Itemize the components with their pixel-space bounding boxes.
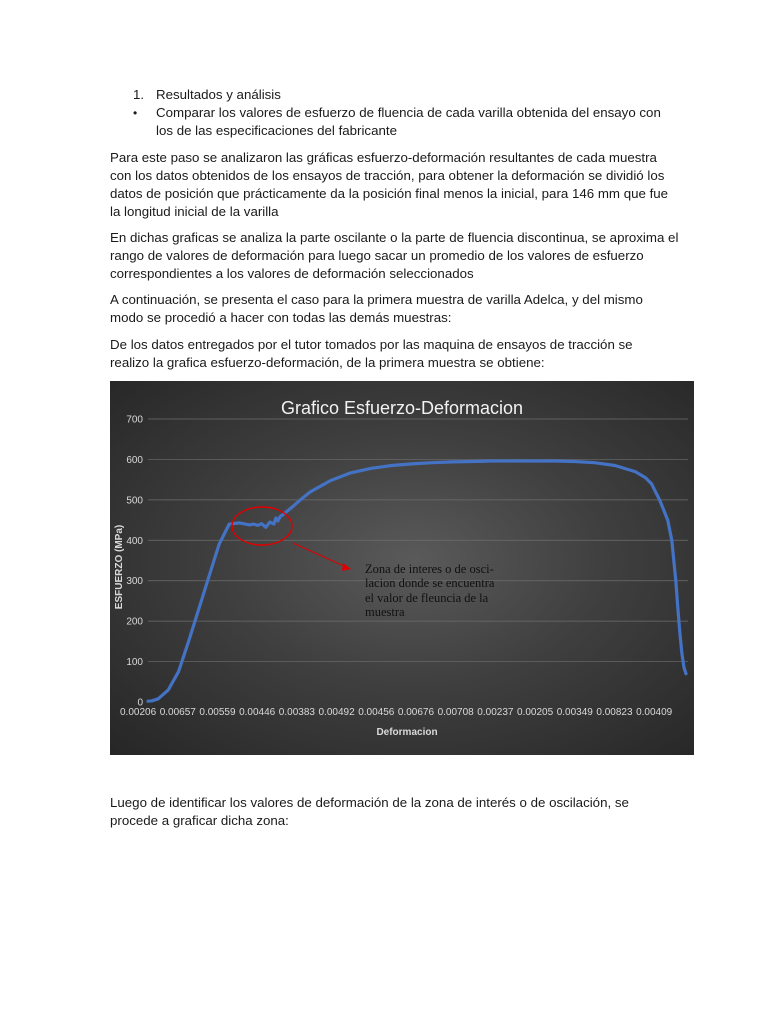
annotation-line: Zona de interes o de osci-: [365, 562, 494, 576]
x-axis-title: Deformacion: [376, 727, 438, 738]
stress-strain-chart: [110, 381, 694, 755]
y-tick-label: 300: [126, 576, 143, 588]
x-tick-label: 0.00676: [397, 707, 435, 718]
y-tick-label: 0: [137, 697, 143, 709]
x-tick-label: 0.00237: [477, 707, 514, 718]
paragraph-line: realizo la grafica esfuerzo-deformación, de la primera muestra se obtiene:: [110, 355, 545, 370]
paragraph-line: De los datos entregados por el tutor tomados por las maquina de ensayos de tracción se: [110, 337, 633, 352]
x-tick-label: 0.00559: [199, 707, 236, 718]
y-tick-label: 600: [126, 454, 143, 466]
paragraph-line: procede a graficar dicha zona:: [110, 813, 289, 828]
x-tick-label: 0.00456: [358, 707, 395, 718]
paragraph-line: datos de posición que prácticamente da la posición final menos la inicial, para 146 mm que fue: [110, 186, 669, 201]
paragraph-closing: [110, 794, 670, 830]
x-tick-label: 0.00492: [318, 707, 355, 718]
y-axis-title: ESFUERZO (MPa): [114, 524, 125, 610]
paragraph-data-source: [110, 336, 670, 372]
paragraph-line: modo se procedió a hacer con todas las demás muestras:: [110, 310, 452, 325]
paragraph-case: [110, 291, 670, 327]
x-tick-label: 0.00349: [556, 707, 593, 718]
paragraph-line: Luego de identificar los valores de deformación de la zona de interés o de oscilación, se: [110, 795, 629, 810]
y-tick-label: 500: [126, 495, 143, 507]
paragraph-line: En dichas graficas se analiza la parte oscilante o la parte de fluencia discontinua, se aproxima el: [110, 230, 679, 245]
paragraph-line: la longitud inicial de la varilla: [110, 204, 279, 219]
x-tick-label: 0.00206: [120, 707, 157, 718]
x-tick-label: 0.00657: [159, 707, 196, 718]
x-tick-label: 0.00708: [437, 707, 474, 718]
paragraph-analysis: [110, 229, 679, 283]
x-tick-label: 0.00383: [278, 707, 315, 718]
bullet-marker: •: [133, 106, 138, 120]
y-tick-label: 100: [126, 657, 143, 669]
annotation-line: el valor de fleuncia de la: [365, 591, 489, 605]
chart-title: Grafico Esfuerzo-Deformacion: [280, 398, 524, 418]
x-tick-label: 0.00409: [636, 707, 673, 718]
paragraph-line: con los datos obtenidos de los ensayos de tracción, para obtener la deformación se dividió los: [110, 168, 665, 183]
list-number: 1.: [133, 87, 145, 102]
x-tick-label: 0.00205: [517, 707, 554, 718]
bullet-line: los de las especificaciones del fabricante: [156, 123, 397, 138]
arrowhead-icon: [342, 563, 351, 571]
chart-canvas: [110, 381, 694, 755]
paragraph-line: rango de valores de deformación para luego sacar un promedio de los valores de esfuerzo: [110, 248, 644, 263]
y-tick-label: 700: [126, 414, 143, 426]
paragraph-line: correspondientes a los valores de deformación seleccionados: [110, 266, 474, 281]
y-tick-label: 400: [126, 535, 143, 547]
paragraph-method: [110, 149, 670, 221]
x-tick-label: 0.00823: [596, 707, 633, 718]
annotation-line: muestra: [365, 605, 405, 619]
interest-zone-arrow: [293, 543, 346, 567]
x-tick-label: 0.00446: [239, 707, 276, 718]
annotation-line: lacion donde se encuentra: [365, 576, 495, 590]
bullet-line: Comparar los valores de esfuerzo de fluencia de cada varilla obtenida del ensayo con: [156, 105, 661, 120]
paragraph-line: Para este paso se analizaron las gráficas esfuerzo-deformación resultantes de cada muestra: [110, 150, 657, 165]
section-heading: Resultados y análisis: [156, 87, 281, 102]
y-tick-label: 200: [126, 616, 143, 628]
paragraph-line: A continuación, se presenta el caso para la primera muestra de varilla Adelca, y del mismo: [110, 292, 643, 307]
